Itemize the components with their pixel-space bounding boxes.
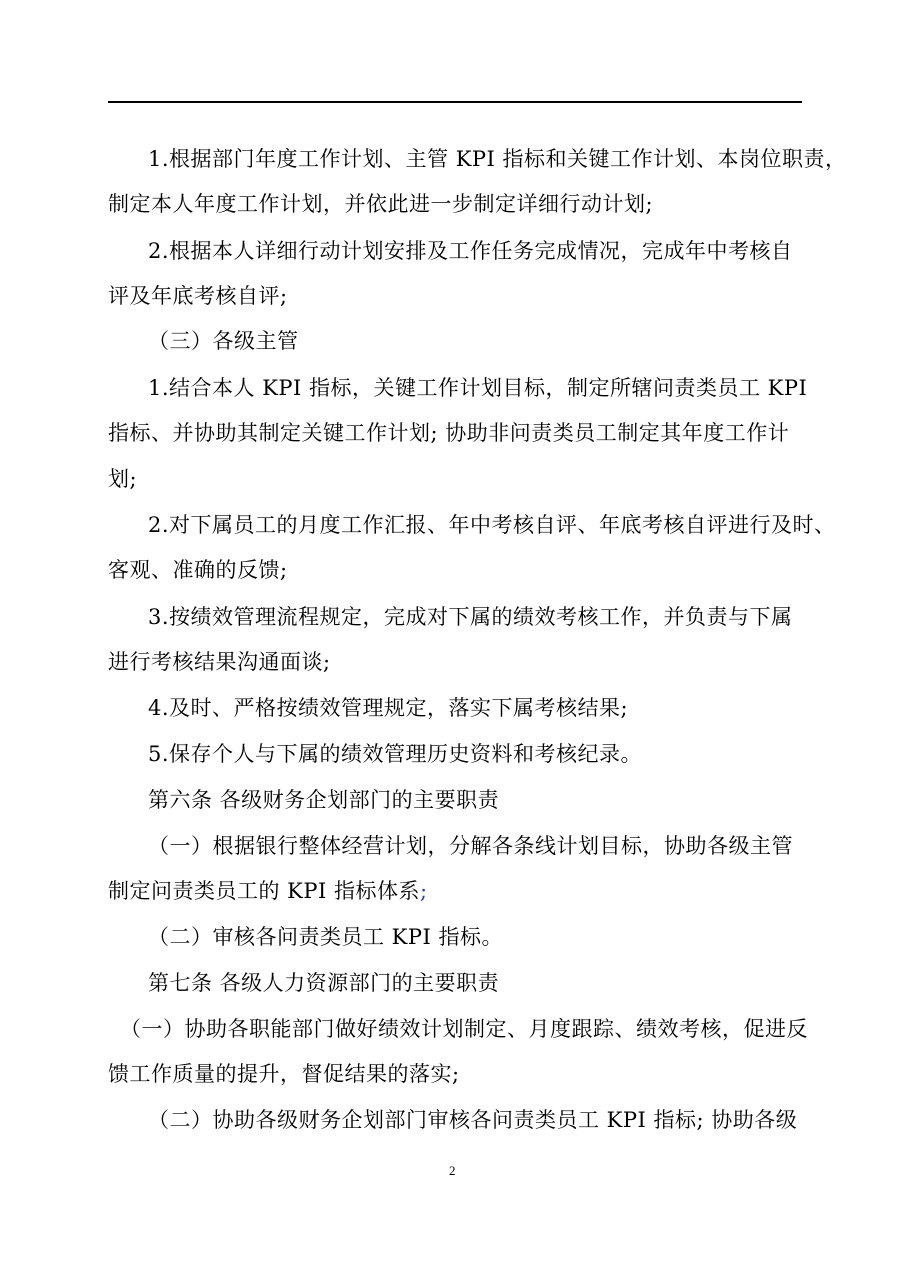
paragraph-line: 1.结合本人 KPI 指标，关键工作计划目标，制定所辖问责类员工 KPI xyxy=(148,376,808,400)
header-rule xyxy=(108,101,802,103)
paragraph-line: 2.对下属员工的月度工作汇报、年中考核自评、年底考核自评进行及时、 xyxy=(148,513,836,537)
paragraph-line: 5.保存个人与下属的绩效管理历史资料和考核纪录。 xyxy=(148,742,643,766)
paragraph-line: 3.按绩效管理流程规定，完成对下属的绩效考核工作，并负责与下属 xyxy=(148,605,793,629)
paragraph-line: 评及年底考核自评; xyxy=(108,284,288,308)
article-heading: 第七条 各级人力资源部门的主要职责 xyxy=(148,971,500,995)
paragraph-line xyxy=(108,876,428,906)
paragraph-line: （二）协助各级财务企划部门审核各问责类员工 KPI 指标; 协助各级 xyxy=(148,1108,798,1132)
paragraph-line: （一）协助各职能部门做好绩效计划制定、月度跟踪、绩效考核，促进反 xyxy=(120,1017,808,1041)
paragraph-line: 划; xyxy=(108,467,138,491)
page-number: 2 xyxy=(449,1163,456,1178)
blue-semicolon: ; xyxy=(419,879,428,903)
paragraph-line: 馈工作质量的提升，督促结果的落实; xyxy=(108,1062,460,1086)
paragraph-line: 进行考核结果沟通面谈; xyxy=(108,650,331,674)
paragraph-line: 1.根据部门年度工作计划、主管 KPI 指标和关键工作计划、本岗位职责， xyxy=(148,147,847,171)
paragraph-line: （二）审核各问责类员工 KPI 指标。 xyxy=(148,925,503,949)
paragraph-text: 制定问责类员工的 KPI 指标体系 xyxy=(108,879,420,903)
section-heading: （三）各级主管 xyxy=(148,329,299,353)
paragraph-line: 指标、并协助其制定关键工作计划; 协助非问责类员工制定其年度工作计 xyxy=(108,421,790,445)
paragraph-line: 制定本人年度工作计划，并依此进一步制定详细行动计划; xyxy=(108,192,654,216)
paragraph-line: 4.及时、严格按绩效管理规定，落实下属考核结果; xyxy=(148,696,629,720)
article-heading: 第六条 各级财务企划部门的主要职责 xyxy=(148,788,500,812)
paragraph-line: （一）根据银行整体经营计划，分解各条线计划目标，协助各级主管 xyxy=(148,834,793,858)
paragraph-line: 2.根据本人详细行动计划安排及工作任务完成情况，完成年中考核自 xyxy=(148,239,793,263)
paragraph-line: 客观、准确的反馈; xyxy=(108,558,288,582)
